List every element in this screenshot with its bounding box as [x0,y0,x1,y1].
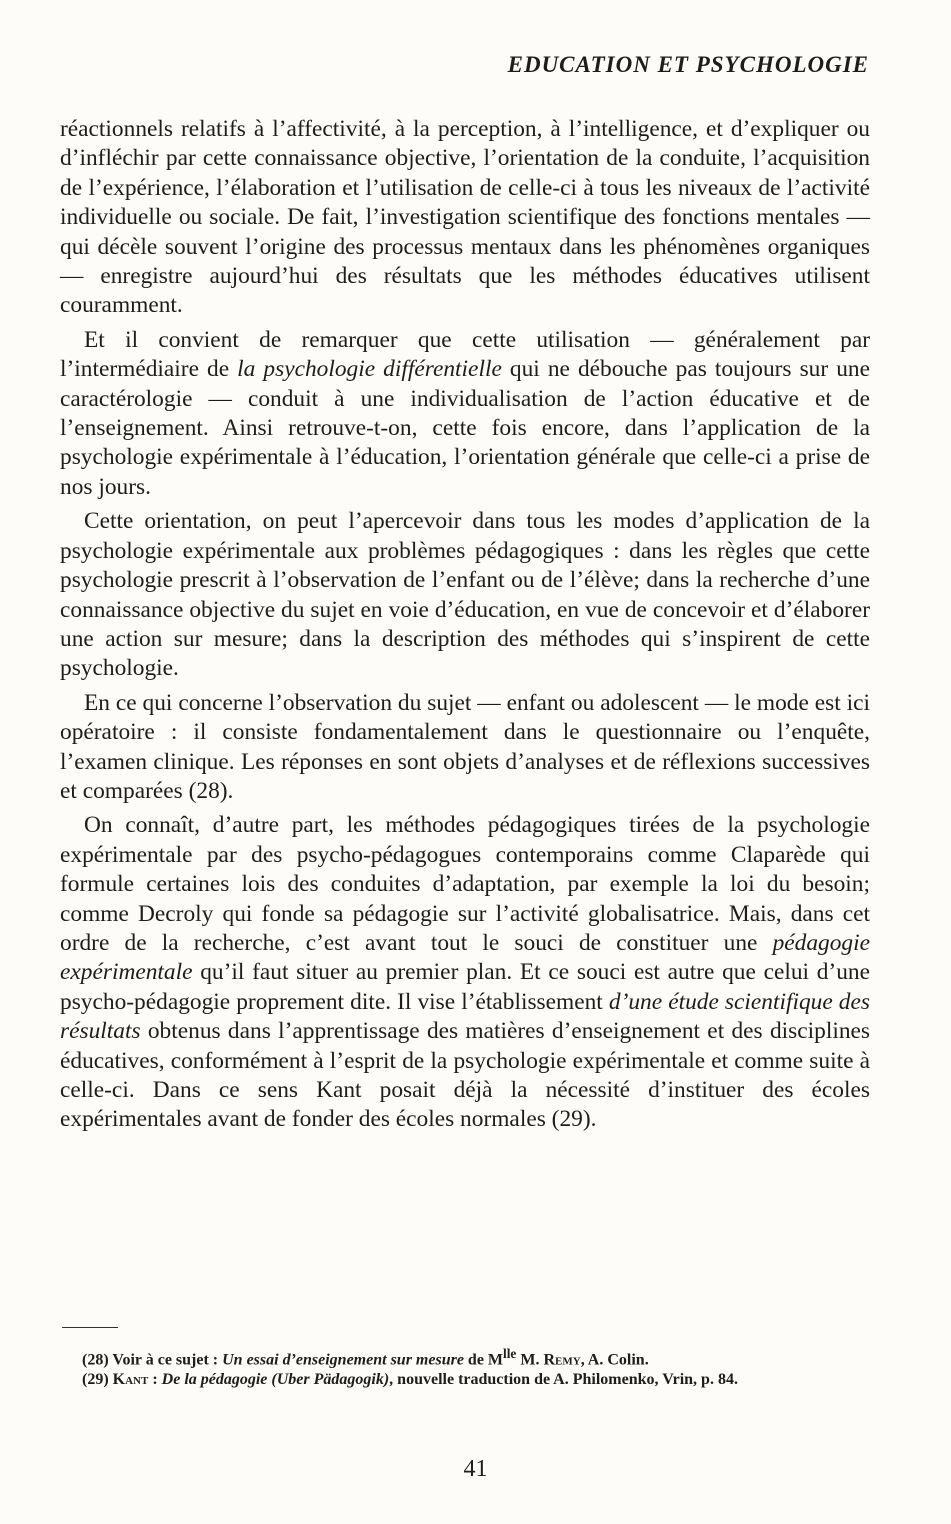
text-run: : [148,1371,162,1389]
text-run: , A. Colin. [580,1351,649,1369]
text-run: réactionnels relatifs à l’affectivité, à la perception, à l’intelligence, et d’expliquer ou d’infléchir par cette connaissance objective, l’orientation de la conduite, l’acquisition de l’expérience, l’élaboration et l’utilisation de celle-ci à tous les niveaux de l’activité individuelle ou sociale. De fait, l’investigation scientifique des fonctions mentales — qui décèle souvent l’origine des processus mentaux dans les phénomènes organiques — enregistre aujourd’hui des résultats que les méthodes éducatives utilisent couramment. [60,116,870,319]
paragraph [60,115,870,321]
small-caps-name: Remy [543,1351,581,1369]
body-text [60,115,870,1140]
footnote-rule [62,1327,118,1328]
paragraph [60,811,870,1134]
running-head: EDUCATION ET PSYCHOLOGIE [507,52,869,77]
footnotes [62,1345,872,1391]
text-run: Et il convient de remarquer que cette utilisation — généralement par l’intermédiaire de [60,326,870,383]
italic-text: De la pédagogie (Uber Pädagogik) [161,1371,390,1389]
italic-text: Un essai d’enseignement sur mesure [222,1351,464,1369]
text-run: de M [463,1351,504,1369]
italic-text: d’une étude scientifique des résultats [60,988,870,1045]
text-run: qui ne débouche pas toujours sur une caractérologie — conduit à une individualisation de l’action éducative et de l’enseignement. Ainsi retrouve-t-on, cette fois encore, dans l’application de la psychologie expérimentale à l’éducation, l’orientation générale que celle-ci a prise de nos jours. [60,356,870,500]
superscript-text: lle [503,1346,517,1361]
small-caps-name: Kant [112,1371,149,1389]
page-number: 41 [463,1456,488,1482]
italic-text: pédagogie expérimentale [60,929,870,986]
text-run: obtenus dans l’apprentissage des matières d’enseignement et des disciplines éducatives, conformément à l’esprit de la psychologie expérimentale et comme suite à celle-ci. Dans ce sens Kant posait déjà la nécessité d’instituer des écoles expérimentales avant de fonder des écoles normales (29). [60,1018,870,1133]
text-run: M. [516,1351,544,1369]
paragraph [60,507,870,683]
footnote [62,1371,872,1389]
italic-text: la psychologie différentielle [237,356,502,383]
paragraph [60,689,870,807]
text-run: (28) Voir à ce sujet : [82,1351,223,1369]
paragraph [60,326,870,502]
text-run: On connaît, d’autre part, les méthodes pédagogiques tirées de la psychologie expérimentale par des psycho-pédagogues contemporains comme Claparède qui formule certaines lois des conduites d’adaptation, par exemple la loi du besoin; comme Decroly qui fonde sa pédagogie sur l’activité globalisatrice. Mais, dans cet ordre de la recherche, c’est avant tout le souci de constituer une [60,812,870,956]
text-run: (29) [82,1371,113,1389]
text-run: , nouvelle traduction de A. Philomenko, Vrin, p. 84. [389,1371,738,1389]
text-run: Cette orientation, on peut l’apercevoir dans tous les modes d’application de la psychologie expérimentale aux problèmes pédagogiques : dans les règles que cette psychologie prescrit à l’observation de l’enfant ou de l’élève; dans la recherche d’une connaissance objective du sujet en voie d’éducation, en vue de concevoir et d’élaborer une action sur mesure; dans la description des méthodes qui s’inspirent de cette psychologie. [60,508,870,682]
text-run: qu’il faut situer au premier plan. Et ce souci est autre que celui d’une psycho-pédagogie proprement dite. Il vise l’établissement [60,959,870,1015]
footnote [62,1345,872,1369]
text-run: En ce qui concerne l’observation du sujet — enfant ou adolescent — le mode est ici opératoire : il consiste fondamentalement dans le questionnaire ou l’enquête, l’examen clinique. Les réponses en sont objets d’analyses et de réflexions successives et comparées (28). [60,689,870,804]
